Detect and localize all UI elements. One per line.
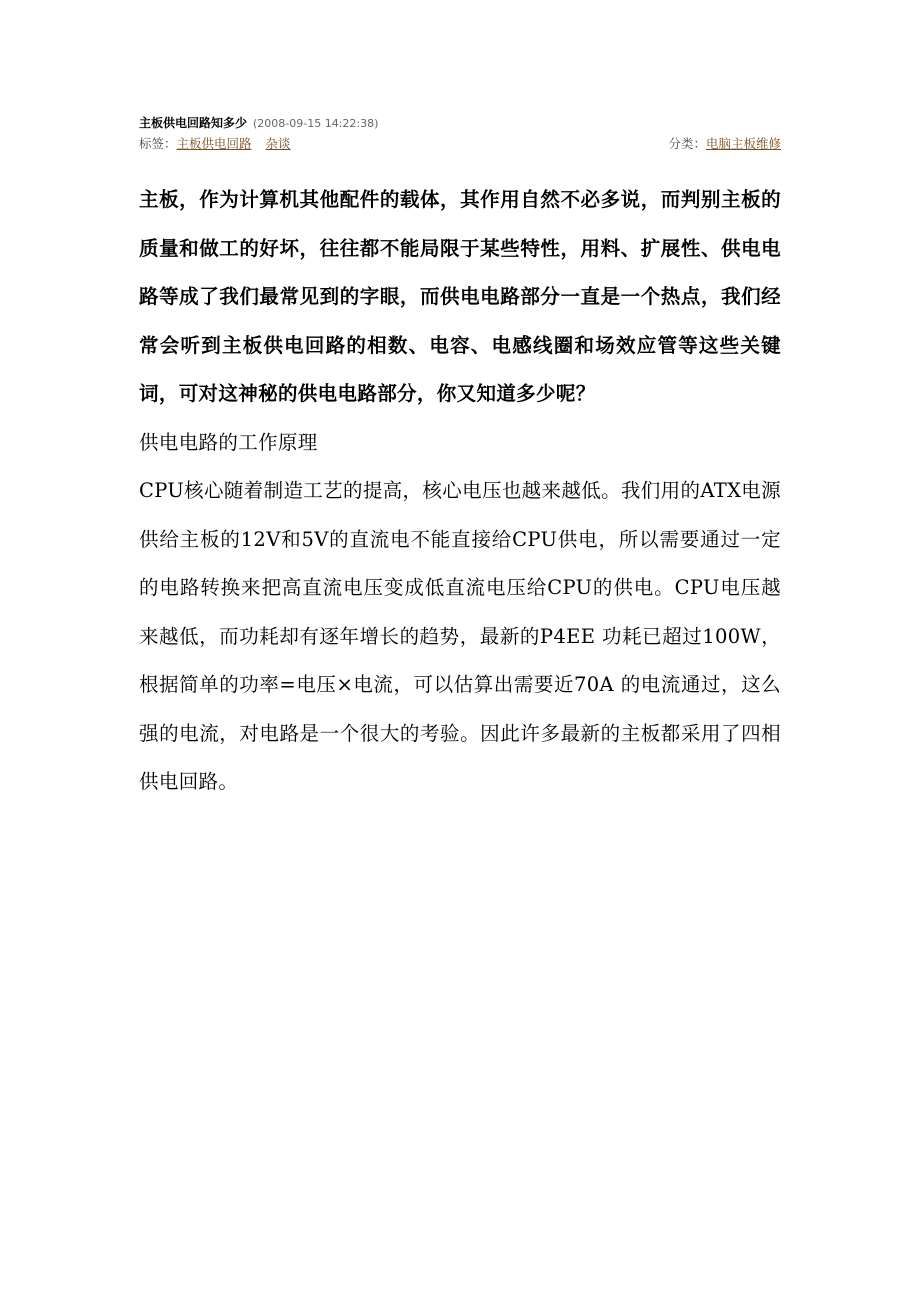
post-header bbox=[139, 112, 781, 134]
blog-post bbox=[139, 112, 781, 807]
post-content bbox=[139, 176, 781, 807]
tags-label: 标签： bbox=[139, 136, 177, 151]
body-paragraph: CPU核心随着制造工艺的提高，核心电压也越来越低。我们用的ATX电源供给主板的12V和5V的直流电不能直接给CPU供电，所以需要通过一定的电路转换来把高直流电压变成低直流电压给CPU的供电。CPU电压越来越低，而功耗却有逐年增长的趋势，最新的P4EE 功耗已超过100W，根据简单的功率=电压×电流，可以估算出需要近70A 的电流通过，这么强的电流，对电路是一个很大的考验。因此许多最新的主板都采用了四相供电回路。 bbox=[139, 479, 781, 793]
tag-link-misc[interactable]: 杂谈 bbox=[265, 136, 291, 151]
category bbox=[668, 134, 781, 154]
tag-link-motherboard-power[interactable]: 主板供电回路 bbox=[176, 136, 252, 151]
post-meta bbox=[139, 134, 781, 156]
post-date: (2008-09-15 14:22:38) bbox=[253, 117, 379, 130]
category-label: 分类： bbox=[668, 136, 706, 151]
section-heading: 供电电路的工作原理 bbox=[139, 430, 318, 454]
intro-paragraph: 主板，作为计算机其他配件的载体，其作用自然不必多说，而判别主板的质量和做工的好坏，往往都不能局限于某些特性，用料、扩展性、供电电路等成了我们最常见到的字眼，而供电电路部分一直是一个热点，我们经常会听到主板供电回路的相数、电容、电感线圈和场效应管等这些关键词，可对这神秘的供电电路部分，你又知道多少呢？ bbox=[139, 188, 781, 405]
category-link[interactable]: 电脑主板维修 bbox=[705, 136, 781, 151]
post-title: 主板供电回路知多少 bbox=[139, 116, 248, 130]
